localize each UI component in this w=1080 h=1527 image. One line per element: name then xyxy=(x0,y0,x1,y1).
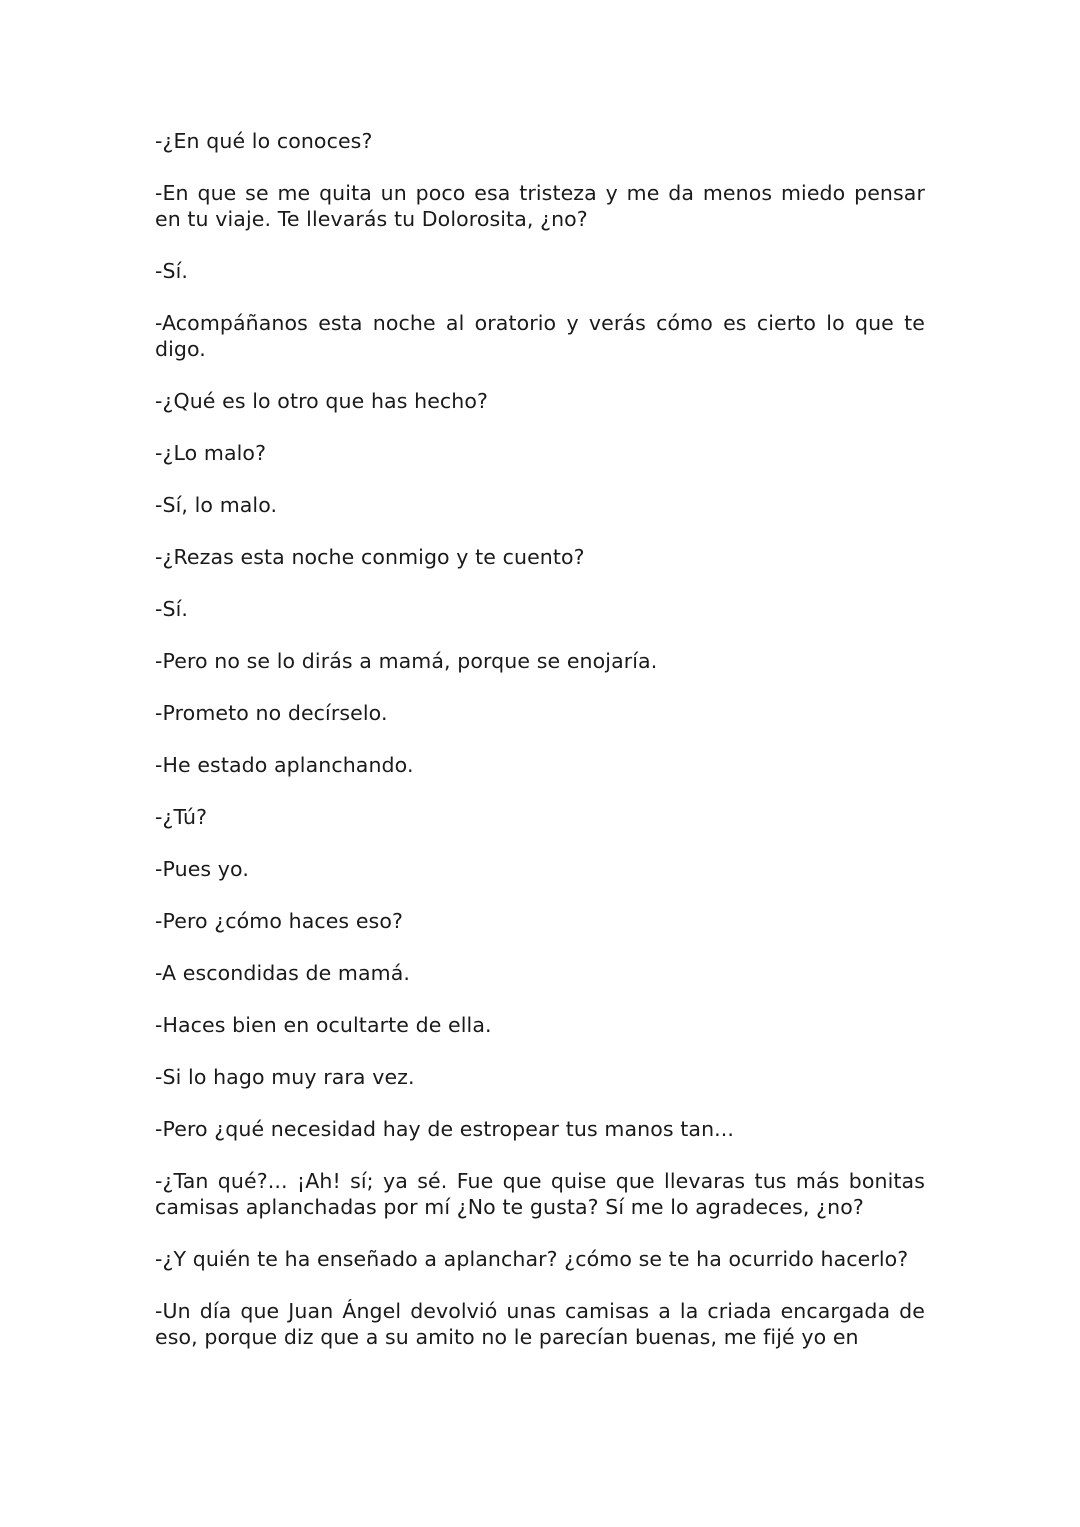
paragraph: -Pues yo. xyxy=(155,857,249,881)
paragraph: -¿Tú? xyxy=(155,805,208,829)
paragraph: -Pero ¿cómo haces eso? xyxy=(155,909,403,933)
paragraph: -Sí. xyxy=(155,259,189,283)
paragraph: -He estado aplanchando. xyxy=(155,753,414,777)
paragraph: -Prometo no decírselo. xyxy=(155,701,388,725)
paragraph: -¿Tan qué?... ¡Ah! sí; ya sé. Fue que quise que llevaras tus más bonitas camisas aplanchadas por mí ¿No te gusta? Sí me lo agradeces, ¿no? xyxy=(155,1169,925,1219)
paragraph: -Acompáñanos esta noche al oratorio y verás cómo es cierto lo que te digo. xyxy=(155,311,925,361)
paragraph: -Pero ¿qué necesidad hay de estropear tus manos tan... xyxy=(155,1117,735,1141)
paragraph: -Pero no se lo dirás a mamá, porque se enojaría. xyxy=(155,649,658,673)
paragraph: -¿En qué lo conoces? xyxy=(155,129,373,153)
paragraph: -Haces bien en ocultarte de ella. xyxy=(155,1013,492,1037)
paragraph: -¿Lo malo? xyxy=(155,441,267,465)
paragraph: -Si lo hago muy rara vez. xyxy=(155,1065,415,1089)
paragraph: -¿Y quién te ha enseñado a aplanchar? ¿cómo se te ha ocurrido hacerlo? xyxy=(155,1247,909,1271)
paragraph: -Sí, lo malo. xyxy=(155,493,278,517)
paragraph: -Un día que Juan Ángel devolvió unas camisas a la criada encargada de eso, porque diz que a su amito no le parecían buenas, me fijé yo en xyxy=(155,1299,925,1349)
paragraph: -¿Qué es lo otro que has hecho? xyxy=(155,389,488,413)
paragraph: -Sí. xyxy=(155,597,189,621)
paragraph: -A escondidas de mamá. xyxy=(155,961,410,985)
paragraph: -En que se me quita un poco esa tristeza y me da menos miedo pensar en tu viaje. Te llevarás tu Dolorosita, ¿no? xyxy=(155,181,925,231)
paragraph: -¿Rezas esta noche conmigo y te cuento? xyxy=(155,545,585,569)
dialogue-text xyxy=(155,128,925,1376)
